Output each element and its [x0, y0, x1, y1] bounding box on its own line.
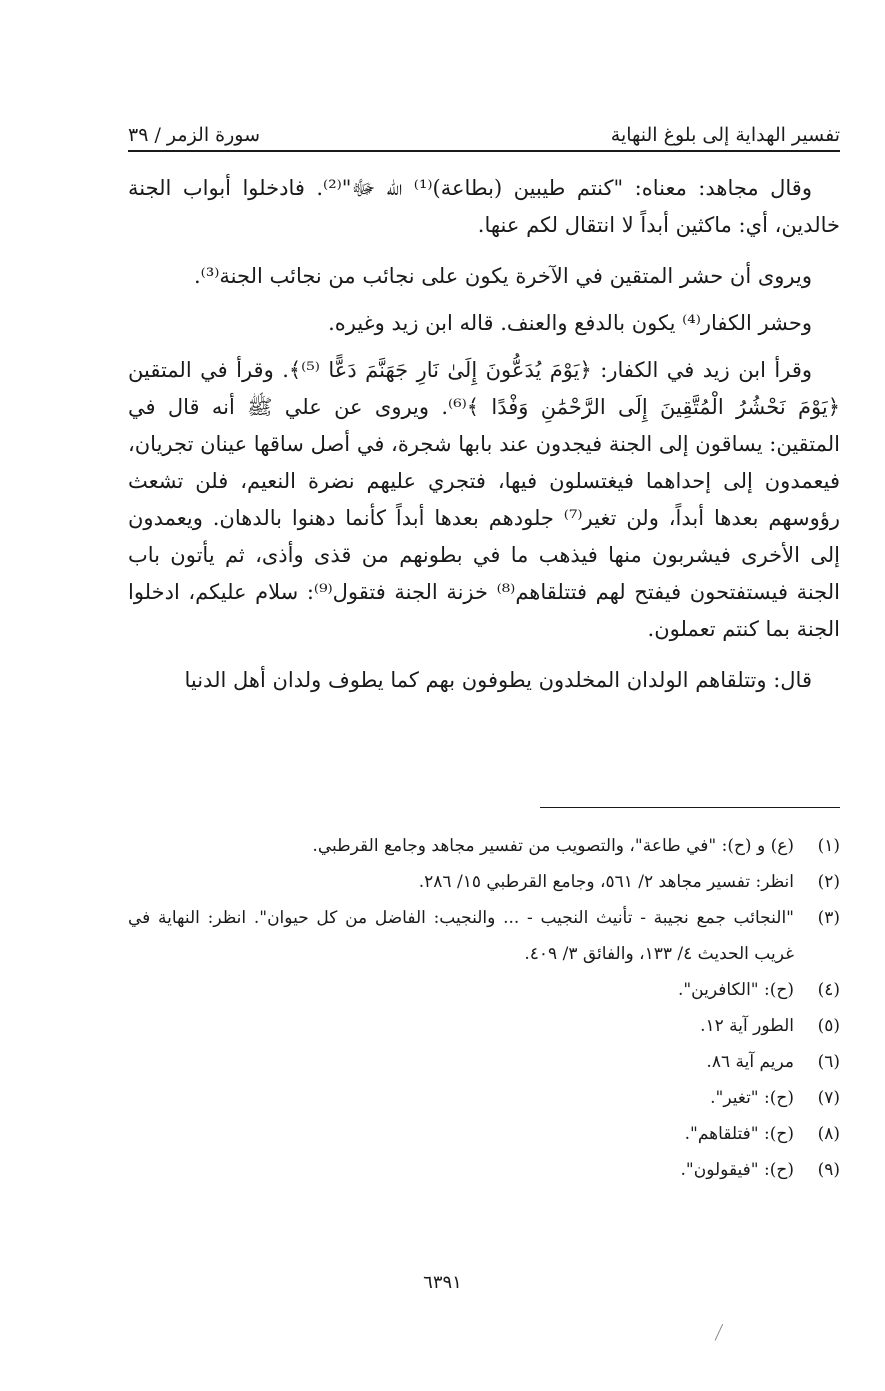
paragraph: وقال مجاهد: معناه: "كنتم طيبين (بطاعة)⁽¹⁾ الله ﷻ"⁽²⁾. فادخلوا أبواب الجنة خالدين، أي: ماكثين أبداً لا انتقال لكم عنها. [128, 176, 840, 237]
footnote-number: (٢) [817, 872, 840, 892]
footnote-number: (٨) [817, 1124, 840, 1144]
footnote-text: انظر: تفسير مجاهد ٢/ ٥٦١، وجامع القرطبي ١٥/ ٢٨٦. [418, 872, 794, 892]
footnote-number: (٤) [817, 980, 840, 1000]
footnote-number: (٦) [817, 1052, 840, 1072]
footnote-text: (ح): "الكافرين". [677, 980, 794, 1000]
footnote-number: (٥) [817, 1016, 840, 1036]
main-text [128, 170, 840, 713]
footnote-divider [540, 807, 840, 808]
footnote-text: (ح): "تغير". [710, 1088, 794, 1108]
stray-pen-mark [715, 1324, 731, 1344]
footnote-number: (١) [817, 836, 840, 856]
footnote-text: الطور آية ١٢. [700, 1016, 794, 1036]
footnote [128, 1152, 840, 1188]
footnote-number: (٩) [817, 1160, 840, 1180]
page-number: ٦٣٩١ [423, 1272, 462, 1293]
footnotes [128, 828, 840, 1188]
book-title: تفسير الهداية إلى بلوغ النهاية [610, 124, 840, 146]
footnote [128, 1080, 840, 1116]
paragraph: وحشر الكفار⁽⁴⁾ يكون بالدفع والعنف. قاله ابن زيد وغيره. [328, 311, 812, 335]
paragraph: وقرأ ابن زيد في الكفار: ﴿يَوْمَ يُدَعُّونَ إِلَىٰ نَارِ جَهَنَّمَ دَعًّا ⁽⁵⁾﴾. وقرأ في المتقين ﴿يَوْمَ نَحْشُرُ الْمُتَّقِينَ إِلَى الرَّحْمَٰنِ وَفْدًا ﴾⁽⁶⁾. ويروى عن علي ﷺ أنه قال في المتقين: يساقون إلى الجنة فيجدون عند بابها شجرة، في أصل ساقها عينان تجريان، فيعمدون إلى إحداهما فيغتسلون فيها، فتجري عليهم نضرة النعيم، فلن تشعث رؤوسهم بعدها أبداً، ولن تغير⁽⁷⁾ جلودهم بعدها أبداً كأنما دهنوا بالدهان. ويعمدون إلى الأخرى فيشربون منها فيذهب ما في بطونهم من قذى وأذى، ثم يأتون باب الجنة فيستفتحون فيفتح لهم فتتلقاهم⁽⁸⁾ خزنة الجنة فتقول⁽⁹⁾: سلام عليكم، ادخلوا الجنة بما كنتم تعملون. [127, 358, 840, 641]
footnote [128, 1044, 840, 1080]
footnote-number: (٣) [817, 908, 840, 928]
paragraph: قال: وتتلقاهم الولدان المخلدون يطوفون بهم كما يطوف ولدان أهل الدنيا [184, 668, 812, 692]
footnote [128, 1008, 840, 1044]
footnote [128, 1116, 840, 1152]
paragraph: ويروى أن حشر المتقين في الآخرة يكون على نجائب من نجائب الجنة⁽³⁾. [194, 264, 812, 288]
footnote [128, 828, 840, 864]
header-divider [128, 150, 840, 152]
footnote [128, 900, 840, 972]
footnote-text: (ع) و (ح): "في طاعة"، والتصويب من تفسير مجاهد وجامع القرطبي. [312, 836, 794, 856]
surah-info: سورة الزمر / ٣٩ [128, 124, 261, 146]
footnote [128, 972, 840, 1008]
footnote-text: (ح): "فيقولون". [680, 1160, 794, 1180]
footnote-number: (٧) [817, 1088, 840, 1108]
footnote-text: "النجائب جمع نجيبة - تأنيث النجيب - ... والنجيب: الفاضل من كل حيوان". انظر: النهاية في غريب الحديث ٤/ ١٣٣، والفائق ٣/ ٤٠٩. [128, 908, 794, 964]
footnote [128, 864, 840, 900]
footnote-text: مريم آية ٨٦. [706, 1052, 794, 1072]
footnote-text: (ح): "فتلقاهم". [684, 1124, 794, 1144]
running-header [128, 112, 840, 146]
